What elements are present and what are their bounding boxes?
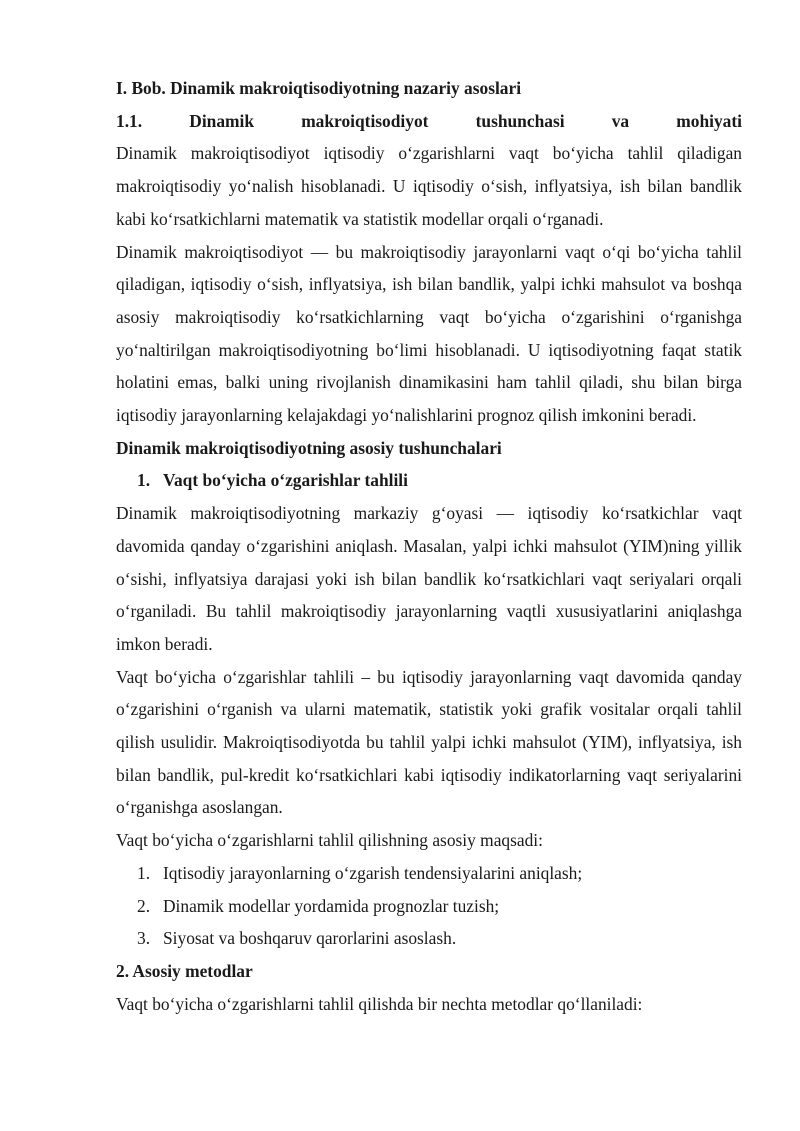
numbered-heading-text: Vaqt boʻyicha oʻzgarishlar tahlili [163,470,408,491]
list-item-text: Siyosat va boshqaruv qarorlarini asoslash. [163,928,457,949]
list-number: 1. [137,470,151,491]
paragraph-central-idea: Dinamik makroiqtisodiyotning markaziy gʻoyasi — iqtisodiy koʻrsatkichlar vaqt davomida qanday oʻzgarishini aniqlash. Masalan, yalpi ichki mahsulot (YIM)ning yillik oʻsishi, inflyatsiya darajasi yoki ish bilan bandlik koʻrsatkichlari vaqt seriyalari orqali oʻrganiladi. Bu tahlil makroiqtisodiy jarayonlarning vaqtli xususiyatlarini aniqlashga imkon beradi. [116,503,742,654]
paragraph-time-analysis: Vaqt boʻyicha oʻzgarishlar tahlili – bu iqtisodiy jarayonlarning vaqt davomida qanday oʻzgarishini oʻrganish va ularni matematik, statistik yoki grafik vositalar orqali tahlil qilish usulidir. Makroiqtisodiyotda bu tahlil yalpi ichki mahsulot (YIM), inflyatsiya, ish bilan bandlik, pul-kredit koʻrsatkichlari kabi iqtisodiy indikatorlarning vaqt seriyalarini oʻrganishga asoslangan. [116,666,742,818]
list-item-text: Dinamik modellar yordamida prognozlar tuzish; [163,895,500,916]
list-number: 2. [137,895,151,916]
paragraph-definition: Dinamik makroiqtisodiyot — bu makroiqtisodiy jarayonlarni vaqt oʻqi boʻyicha tahlil qiladigan, iqtisodiy oʻsish, inflyatsiya, ish bilan bandlik, yalpi ichki mahsulot va boshqa asosiy makroiqtisodiy koʻrsatkichlarning vaqt boʻyicha oʻzgarishini oʻrganishga yoʻnaltirilgan makroiqtisodiyotning boʻlimi hisoblanadi. U iqtisodiyotning faqat statik holatini emas, balki uning rivojlanish dinamikasini ham tahlil qiladi, shu bilan birga iqtisodiy jarayonlarning kelajakdagi yoʻnalishlarini prognoz qilish imkonini beradi. [116,241,742,426]
list-number: 3. [137,928,151,949]
goals-list [116,857,742,955]
subheading-concepts: Dinamik makroiqtisodiyotning asosiy tushunchalari [116,437,502,458]
paragraph-methods-intro: Vaqt boʻyicha oʻzgarishlarni tahlil qilishda bir nechta metodlar qoʻllaniladi: [116,993,643,1014]
list-item [116,890,742,923]
list-item [116,922,742,955]
list-item [116,857,742,890]
paragraph-intro: Dinamik makroiqtisodiyot iqtisodiy oʻzgarishlarni vaqt boʻyicha tahlil qiladigan makroiqtisodiy yoʻnalish hisoblanadi. U iqtisodiy oʻsish, inflyatsiya, ish bilan bandlik kabi koʻrsatkichlarni matematik va statistik modellar orqali oʻrganadi. [116,143,742,229]
document-page [116,72,742,1020]
paragraph-goal-intro: Vaqt boʻyicha oʻzgarishlarni tahlil qilishning asosiy maqsadi: [116,830,543,851]
section-title: 1.1. Dinamik makroiqtisodiyot tushunchasi va mohiyati [116,110,742,131]
list-item-text: Iqtisodiy jarayonlarning oʻzgarish tendensiyalarini aniqlash; [163,862,583,883]
list-number: 1. [137,862,151,883]
numbered-heading [116,464,742,497]
subheading-methods: 2. Asosiy metodlar [116,960,253,981]
numbered-heading-list [116,464,742,497]
chapter-title: I. Bob. Dinamik makroiqtisodiyotning nazariy asoslari [116,78,522,98]
